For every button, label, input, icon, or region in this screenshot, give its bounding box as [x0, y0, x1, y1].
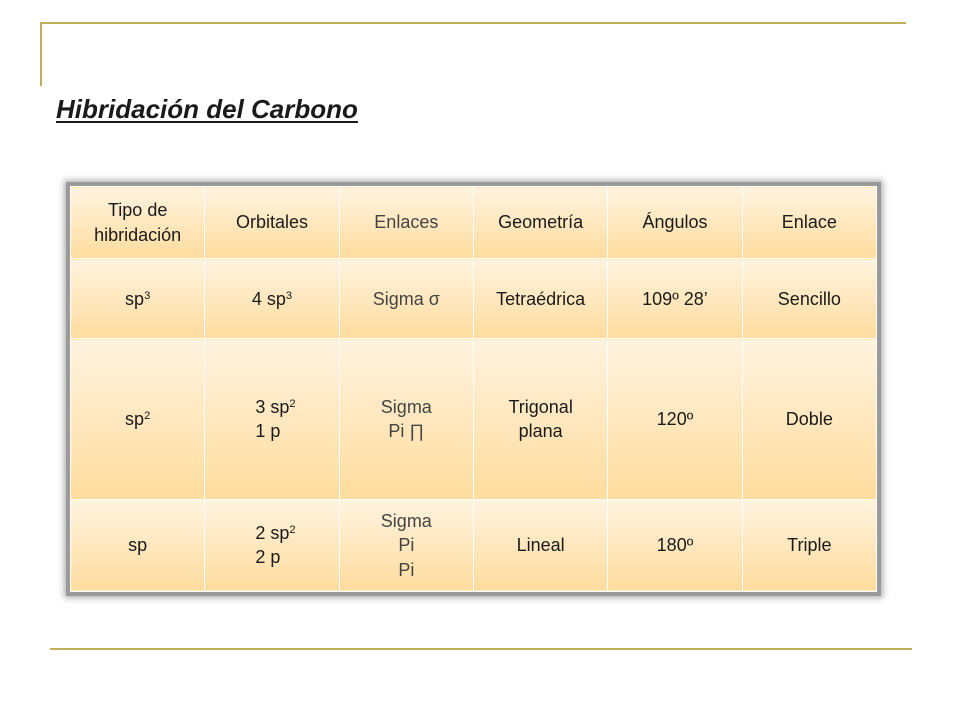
orbitals-cell: 3 $sp^2$ 1 p	[205, 339, 339, 499]
angle-cell: 180º	[608, 499, 742, 591]
bond-type-cell: Doble	[742, 339, 876, 499]
hybridization-table	[70, 186, 877, 592]
geometry-cell: Trigonal plana	[473, 339, 607, 499]
bonds-cell: Sigma Pi Pi	[339, 499, 473, 591]
header-cell-orbitals: Orbitales	[205, 187, 339, 259]
bonds-cell: Sigma σ	[339, 259, 473, 339]
slide-title: Hibridación del Carbono	[56, 94, 358, 124]
table-row	[71, 259, 877, 339]
orbitals-cell: 4 $sp^3$	[205, 259, 339, 339]
geometry-cell: Lineal	[473, 499, 607, 591]
hybridization-cell: $sp^3$	[71, 259, 205, 339]
header-cell-bonds: Enlaces	[339, 187, 473, 259]
orbitals-cell: 2 $sp^2$ 2 p	[205, 499, 339, 591]
table-row	[71, 499, 877, 591]
geometry-cell: Tetraédrica	[473, 259, 607, 339]
hybridization-table-frame	[66, 182, 881, 596]
header-cell-geometry: Geometría	[473, 187, 607, 259]
hybridization-cell: $sp^2$	[71, 339, 205, 499]
header-cell-hybridization-type: Tipo de hibridación	[71, 187, 205, 259]
bond-type-cell: Sencillo	[742, 259, 876, 339]
bonds-cell: Sigma Pi ∏	[339, 339, 473, 499]
decorative-top-line	[40, 22, 906, 24]
decorative-vertical-line	[40, 22, 42, 86]
angle-cell: 109º 28’	[608, 259, 742, 339]
hybridization-cell: sp	[71, 499, 205, 591]
header-cell-bond-type: Enlace	[742, 187, 876, 259]
bond-type-cell: Triple	[742, 499, 876, 591]
table-row	[71, 339, 877, 499]
decorative-bottom-line	[50, 648, 912, 650]
header-cell-angles: Ángulos	[608, 187, 742, 259]
table-header-row	[71, 187, 877, 259]
angle-cell: 120º	[608, 339, 742, 499]
